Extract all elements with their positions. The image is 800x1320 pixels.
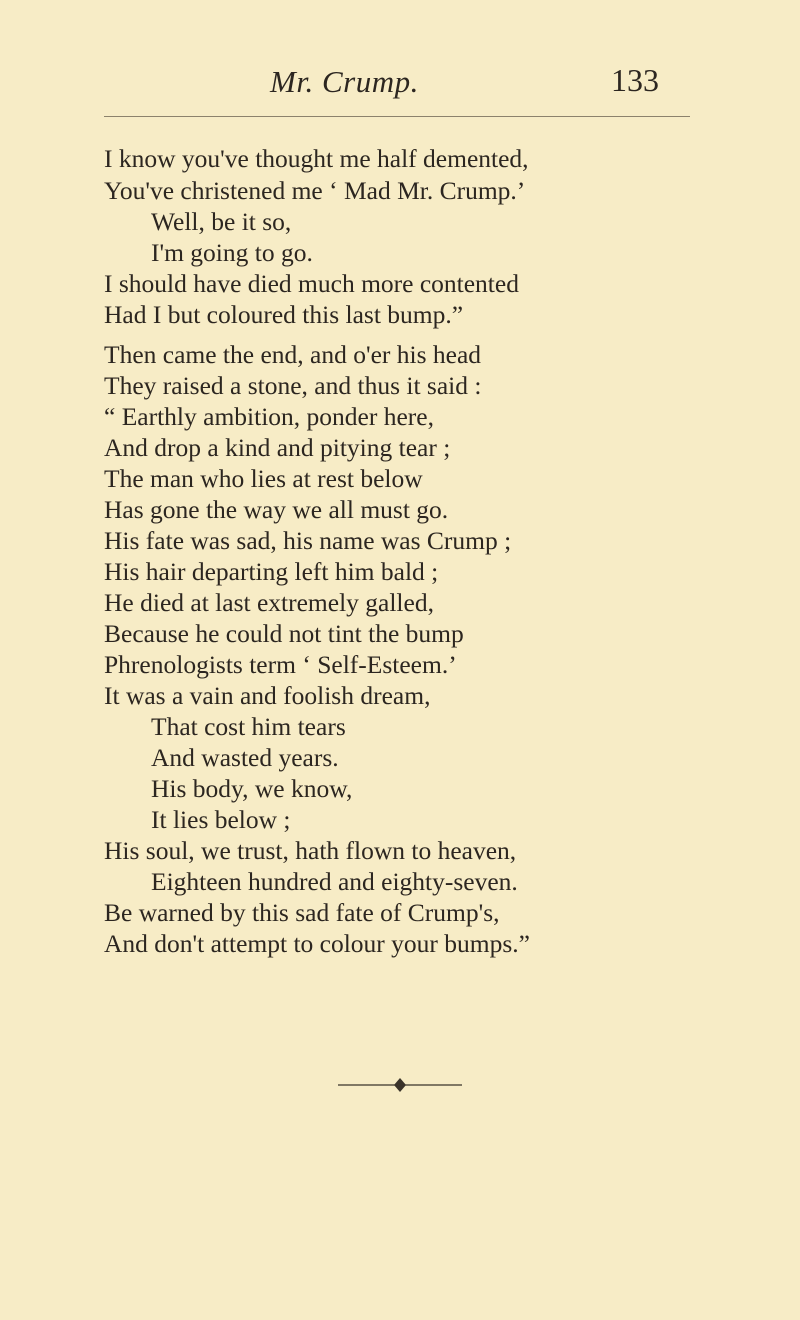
poem-line: That cost him tears: [151, 712, 346, 741]
poem-line: Then came the end, and o'er his head: [104, 340, 482, 369]
poem-line: Be warned by this sad fate of Crump's,: [104, 898, 500, 927]
page-number: 133: [611, 62, 659, 98]
poem-line: Has gone the way we all must go.: [104, 495, 449, 524]
running-title: Mr. Crump.: [270, 64, 419, 99]
poem-line: The man who lies at rest below: [104, 464, 423, 493]
poem-line: And don't attempt to colour your bumps.”: [104, 929, 530, 958]
poem-line: He died at last extremely galled,: [104, 588, 434, 617]
poem-line: His soul, we trust, hath flown to heaven,: [104, 836, 517, 865]
poem-line: You've christened me ‘ Mad Mr. Crump.’: [104, 176, 526, 205]
poem-line: “ Earthly ambition, ponder here,: [104, 402, 434, 431]
poem-line: Well, be it so,: [151, 207, 292, 236]
poem-line: Phrenologists term ‘ Self-Esteem.’: [104, 650, 457, 679]
poem-line: His hair departing left him bald ;: [104, 557, 439, 586]
poem-line: And wasted years.: [151, 743, 339, 772]
poem-line: And drop a kind and pitying tear ;: [104, 433, 451, 462]
header-rule: [104, 116, 690, 117]
poem-line: Because he could not tint the bump: [104, 619, 464, 648]
section-end-ornament: [310, 1075, 490, 1095]
running-head: [0, 62, 800, 106]
poem-line: They raised a stone, and thus it said :: [104, 371, 482, 400]
poem-line: Eighteen hundred and eighty-seven.: [151, 867, 518, 896]
poem-line: It lies below ;: [151, 805, 291, 834]
poem-line: I know you've thought me half demented,: [104, 144, 529, 173]
poem-line: I'm going to go.: [151, 238, 313, 267]
poem-line: Had I but coloured this last bump.”: [104, 300, 464, 329]
poem-line: It was a vain and foolish dream,: [104, 681, 431, 710]
poem-line: I should have died much more contented: [104, 269, 519, 298]
poem-line: His body, we know,: [151, 774, 353, 803]
poem-line: His fate was sad, his name was Crump ;: [104, 526, 512, 555]
